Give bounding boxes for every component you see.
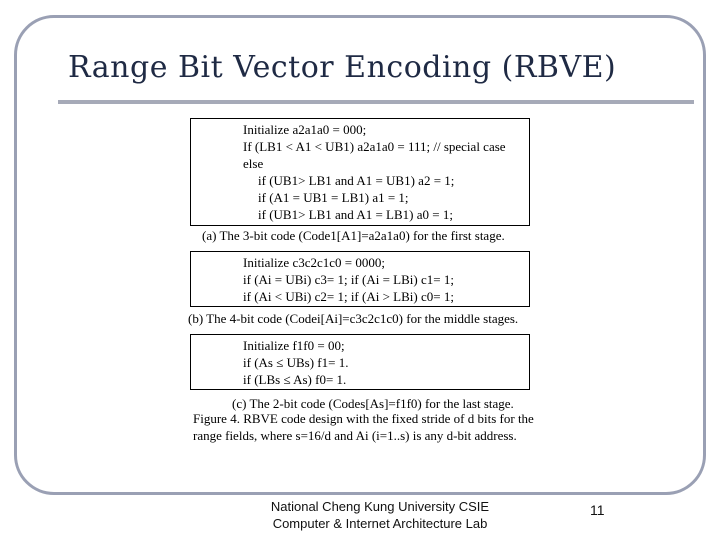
code-line: if (LBs ≤ As) f0= 1. [243,372,347,387]
code-line: if (UB1> LB1 and A1 = UB1) a2 = 1; [258,173,455,188]
code-box-a [190,118,530,226]
code-line: If (LB1 < A1 < UB1) a2a1a0 = 111; // special case [243,139,506,154]
footer [255,498,505,532]
caption-a: (a) The 3-bit code (Code1[A1]=a2a1a0) for the first stage. [202,228,505,243]
slide-title: Range Bit Vector Encoding (RBVE) [68,50,617,85]
code-line: Initialize a2a1a0 = 000; [243,122,367,137]
code-line: if (A1 = UB1 = LB1) a1 = 1; [258,190,409,205]
code-line: if (Ai < UBi) c2= 1; if (Ai > LBi) c0= 1; [243,289,454,304]
code-box-b [190,251,530,307]
code-line: Initialize c3c2c1c0 = 0000; [243,255,385,270]
code-line: Initialize f1f0 = 00; [243,338,345,353]
footer-line-2: Computer & Internet Architecture Lab [272,516,488,531]
code-line: if (As ≤ UBs) f1= 1. [243,355,349,370]
footer-line-1: National Cheng Kung University CSIE [270,499,490,514]
code-line: if (UB1> LB1 and A1 = LB1) a0 = 1; [258,207,453,222]
code-box-c [190,334,530,390]
caption-b: (b) The 4-bit code (Codei[Ai]=c3c2c1c0) for the middle stages. [188,311,519,326]
page-number: 11 [590,502,605,518]
figure-caption: Figure 4. RBVE code design with the fixed stride of d bits for the range fields, where s=16/d and Ai (i=1..s) is any d-bit address. [193,411,534,443]
code-line: else [243,156,264,171]
code-line: if (Ai = UBi) c3= 1; if (Ai = LBi) c1= 1; [243,272,454,287]
caption-c: (c) The 2-bit code (Codes[As]=f1f0) for the last stage. [232,396,514,411]
title-underline [58,100,694,104]
